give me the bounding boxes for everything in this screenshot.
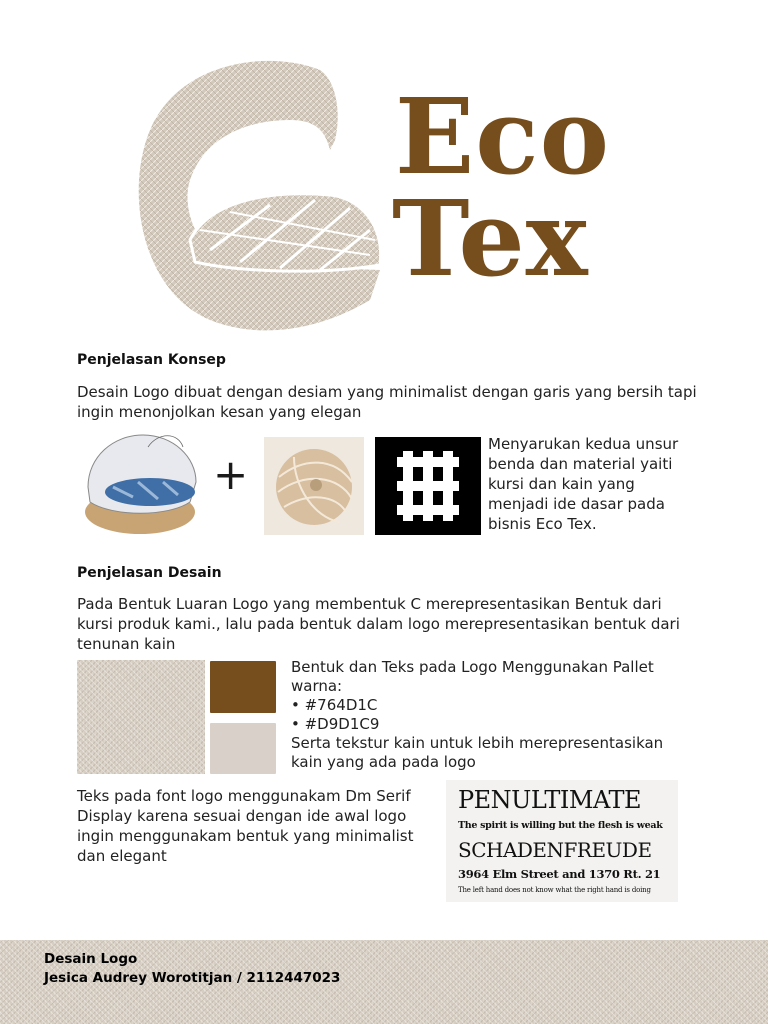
logo-word-eco: Eco	[395, 75, 610, 198]
font-sample-line-1: PENULTIMATE	[458, 786, 641, 814]
chair-sketch-image	[78, 427, 203, 539]
palette-block	[291, 658, 691, 772]
font-sample-line-2: The spirit is willing but the flesh is weak	[458, 820, 663, 831]
logo-mark-c-icon	[120, 40, 400, 340]
weave-pattern-image	[375, 437, 481, 535]
plus-sign: +	[213, 450, 249, 499]
concept-heading: Penjelasan Konsep	[77, 352, 226, 368]
texture-text: Serta tekstur kain untuk lebih merepresentasikan kain yang ada pada logo	[291, 734, 664, 771]
design-heading: Penjelasan Desain	[77, 565, 222, 581]
logo-word-tex: Tex	[392, 177, 589, 300]
design-text: Pada Bentuk Luaran Logo yang membentuk C merepresentasikan Bentuk dari kursi produk kami., lalu pada bentuk dalam logo merepresentasikan bentuk dari tenunan kain	[77, 595, 680, 653]
color-swatch-brown	[210, 661, 276, 713]
font-sample-line-3: SCHADENFREUDE	[458, 838, 652, 862]
palette-color-1: • #764D1C	[291, 696, 378, 714]
yarn-ball-image	[264, 437, 364, 535]
color-swatch-beige	[210, 723, 276, 774]
font-sample-line-4: 3964 Elm Street and 1370 Rt. 21	[458, 867, 661, 881]
palette-intro: Bentuk dan Teks pada Logo Menggunakan Pallet warna:	[291, 658, 654, 695]
footer-bar	[0, 940, 768, 1024]
font-description: Teks pada font logo menggunakam Dm Serif Display karena sesuai dengan ide awal logo ingin menggunakam bentuk yang minimalist dan elegant	[77, 787, 414, 865]
logo	[120, 40, 640, 340]
font-sample-card	[446, 780, 678, 902]
footer-author: Jesica Audrey Worotitjan / 2112447023	[44, 970, 341, 986]
concept-text: Desain Logo dibuat dengan desiam yang minimalist dengan garis yang bersih tapi ingin menonjolkan kesan yang elegan	[77, 383, 697, 421]
font-sample-line-5: The left hand does not know what the right hand is doing	[458, 886, 651, 894]
fabric-texture-swatch	[77, 660, 205, 774]
palette-color-2: • #D9D1C9	[291, 715, 380, 733]
footer-title: Desain Logo	[44, 951, 138, 967]
concept-side-text: Menyarukan kedua unsur benda dan material yaiti kursi dan kain yang menjadi ide dasar pada bisnis Eco Tex.	[488, 435, 679, 533]
